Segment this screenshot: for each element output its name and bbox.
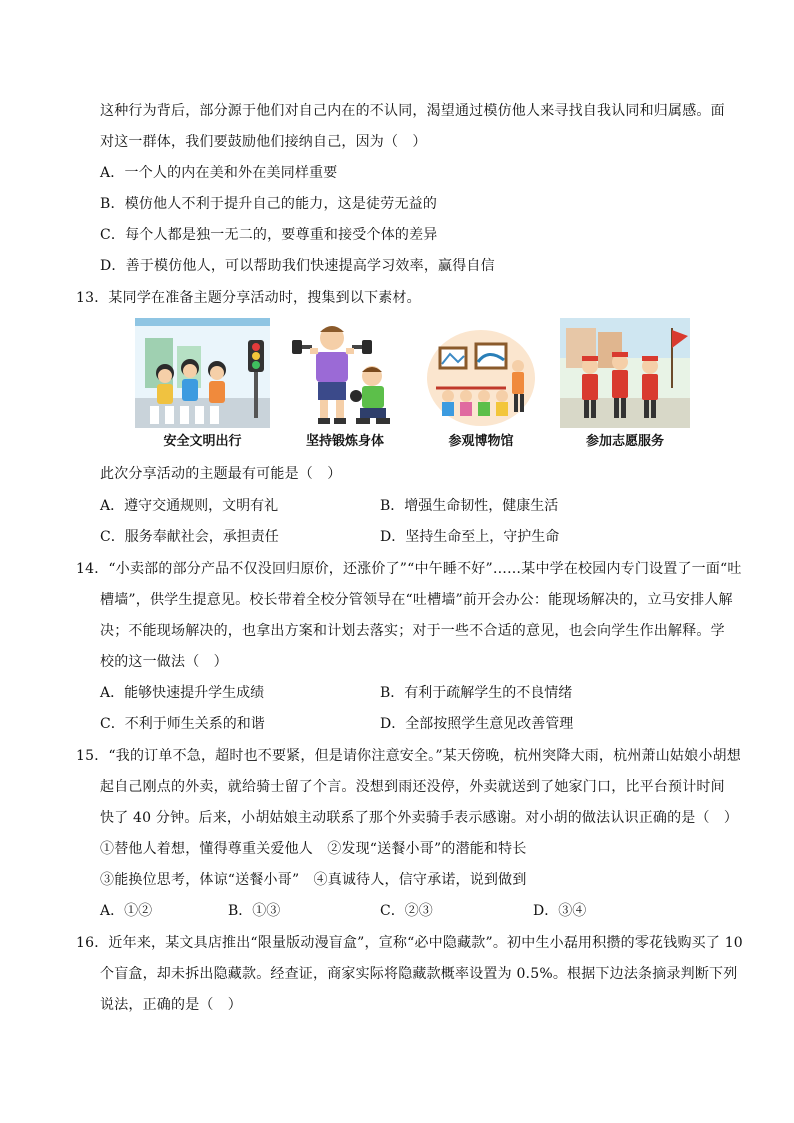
q16-stem-line-3: 说法，正确的是（ ） bbox=[100, 997, 242, 1013]
q16-stem-line-2: 个盲盒，却未拆出隐藏款。经查证，商家实际将隐藏款概率设置为 0.5%。根据下边法条摘录判断下列 bbox=[100, 966, 738, 982]
caption-exercise: 坚持锻炼身体 bbox=[305, 434, 384, 449]
q16-stem-line-1: 16．近年来，某文具店推出“限量版动漫盲盒”，宣称“必中隐藏款”。初中生小磊用积攒的零花钱购买了 10 bbox=[76, 935, 743, 951]
q13-option-c: C．服务奉献社会，承担责任 bbox=[100, 529, 279, 545]
q14-stem-line-4: 校的这一做法（ ） bbox=[100, 654, 228, 670]
q14-stem-line-2: 槽墙”，供学生提意见。校长带着全校分管领导在“吐槽墙”前开会办公：能现场解决的，立马安排人解 bbox=[100, 592, 733, 608]
q12-stem-line-2: 对这一群体，我们要鼓励他们接纳自己，因为（ ） bbox=[100, 134, 427, 150]
q13-option-d: D．坚持生命至上，守护生命 bbox=[380, 529, 560, 545]
q12-option-b: B．模仿他人不利于提升自己的能力，这是徒劳无益的 bbox=[100, 196, 438, 212]
caption-volunteer: 参加志愿服务 bbox=[585, 434, 664, 449]
q15-option-c: C．②③ bbox=[380, 903, 433, 919]
volunteer-illustration bbox=[560, 318, 690, 449]
q14-option-b: B．有利于疏解学生的不良情绪 bbox=[380, 685, 573, 701]
q15-stem-line-1: 15．“我的订单不急，超时也不要紧，但是请你注意安全。”某天傍晚，杭州突降大雨，杭州萧山姑娘小胡想 bbox=[76, 748, 741, 764]
q13-option-b: B．增强生命韧性，健康生活 bbox=[380, 498, 559, 514]
q15-option-a: A．①② bbox=[100, 903, 153, 919]
q15-stem-line-2: 起自己刚点的外卖，就给骑士留了个言。没想到雨还没停，外卖就送到了她家门口，比平台预计时间 bbox=[100, 779, 725, 795]
q15-option-d: D．③④ bbox=[533, 903, 587, 919]
q14-option-d: D．全部按照学生意见改善管理 bbox=[380, 716, 574, 732]
q14-option-c: C．不利于师生关系的和谐 bbox=[100, 716, 265, 732]
q13-option-a: A．遵守交通规则，文明有礼 bbox=[100, 498, 279, 514]
q14-stem-line-3: 决；不能现场解决的，也拿出方案和计划去落实；对于一些不合适的意见，也会向学生作出解释。学 bbox=[100, 623, 725, 639]
museum-illustration bbox=[426, 318, 536, 449]
q15-statements-1: ①替他人着想，懂得尊重关爱他人 ②发现“送餐小哥”的潜能和特长 bbox=[100, 841, 527, 857]
q12-option-a: A．一个人的内在美和外在美同样重要 bbox=[100, 165, 338, 181]
q14-stem-line-1: 14．“小卖部的部分产品不仅没回归原价，还涨价了”“中午睡不好”……某中学在校园内专门设置了一面“吐 bbox=[76, 561, 742, 577]
q13-prompt: 此次分享活动的主题最有可能是（ ） bbox=[100, 466, 342, 482]
exercise-illustration bbox=[290, 318, 400, 449]
q13-image-row bbox=[130, 318, 690, 448]
safe-travel-illustration bbox=[135, 318, 270, 449]
caption-safe-travel: 安全文明出行 bbox=[163, 434, 242, 449]
q13-stem: 13．某同学在准备主题分享活动时，搜集到以下素材。 bbox=[76, 290, 421, 306]
q15-statements-2: ③能换位思考，体谅“送餐小哥” ④真诚待人，信守承诺，说到做到 bbox=[100, 872, 527, 888]
q14-option-a: A．能够快速提升学生成绩 bbox=[100, 685, 265, 701]
caption-museum: 参观博物馆 bbox=[448, 434, 514, 449]
q12-option-c: C．每个人都是独一无二的，要尊重和接受个体的差异 bbox=[100, 227, 438, 243]
q15-stem-line-3: 快了 40 分钟。后来，小胡姑娘主动联系了那个外卖骑手表示感谢。对小胡的做法认识正确的是（ ） bbox=[100, 810, 739, 826]
q12-stem-line-1: 这种行为背后，部分源于他们对自己内在的不认同，渴望通过模仿他人来寻找自我认同和归属感。面 bbox=[100, 103, 725, 119]
q15-option-b: B．①③ bbox=[228, 903, 281, 919]
q12-option-d: D．善于模仿他人，可以帮助我们快速提高学习效率，赢得自信 bbox=[100, 258, 495, 274]
